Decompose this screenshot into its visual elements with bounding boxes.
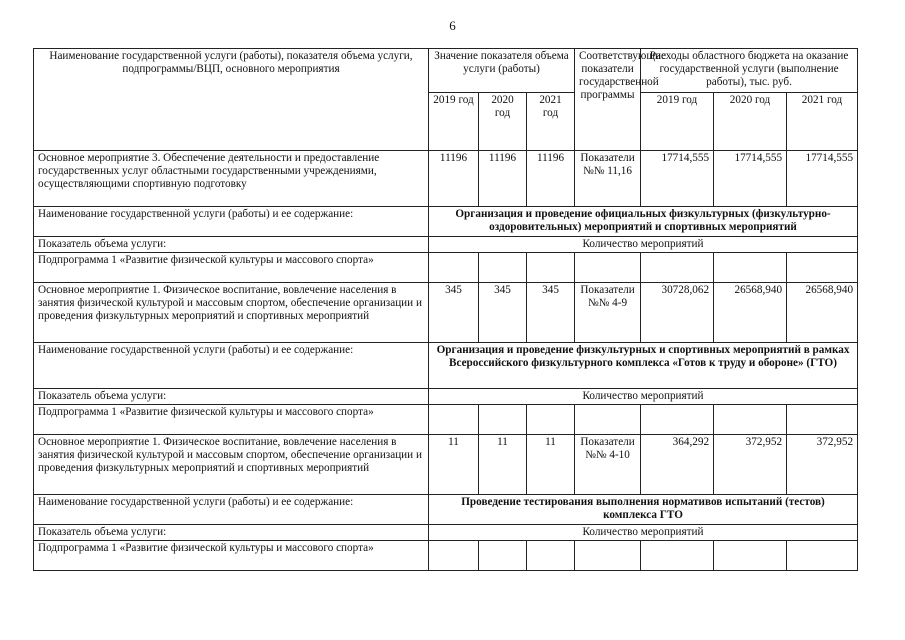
service-value: Организация и проведение официальных физкультурных (физкультурно-оздоровительных) мероприятий и спортивных мероприятий	[429, 207, 858, 237]
table-row	[34, 404, 858, 434]
subprogram-name: Подпрограмма 1 «Развитие физической культуры и массового спорта»	[34, 252, 429, 282]
header-year-2019: 2019 год	[429, 93, 479, 151]
header-year-2020: 2020 год	[479, 93, 527, 151]
volume-2019: 11	[429, 434, 479, 494]
table-row	[34, 282, 858, 342]
volume-2019: 11196	[429, 151, 479, 207]
table-row	[34, 434, 858, 494]
volume-2021: 345	[527, 282, 575, 342]
activity-name: Основное мероприятие 1. Физическое воспитание, вовлечение населения в занятия физической культурой и массовым спортом, обеспечение организации и проведения физкультурных мероприятий и спортивных мероприятий	[34, 282, 429, 342]
expense-2019: 30728,062	[641, 282, 714, 342]
subprogram-name: Подпрограмма 1 «Развитие физической культуры и массового спорта»	[34, 540, 429, 570]
expense-2020: 372,952	[714, 434, 787, 494]
expense-2019: 364,292	[641, 434, 714, 494]
volume-value: Количество мероприятий	[429, 388, 858, 404]
volume-2021: 11196	[527, 151, 575, 207]
table-row	[34, 388, 858, 404]
indicator-ref: Показатели №№ 4-9	[575, 282, 641, 342]
volume-2020: 345	[479, 282, 527, 342]
table-row	[34, 237, 858, 253]
volume-2021: 11	[527, 434, 575, 494]
activity-name: Основное мероприятие 1. Физическое воспитание, вовлечение населения в занятия физической культурой и массовым спортом, обеспечение организации и проведения физкультурных мероприятий и спортивных мероприятий	[34, 434, 429, 494]
expense-2020: 26568,940	[714, 282, 787, 342]
table-row	[34, 494, 858, 524]
subprogram-name: Подпрограмма 1 «Развитие физической культуры и массового спорта»	[34, 404, 429, 434]
volume-2020: 11196	[479, 151, 527, 207]
volume-value: Количество мероприятий	[429, 524, 858, 540]
services-table	[33, 48, 858, 571]
table-row	[34, 342, 858, 388]
volume-value: Количество мероприятий	[429, 237, 858, 253]
volume-2019: 345	[429, 282, 479, 342]
page-number: 6	[449, 18, 456, 33]
header-year-2021: 2021 год	[527, 93, 575, 151]
indicator-ref: Показатели №№ 4-10	[575, 434, 641, 494]
service-label: Наименование государственной услуги (работы) и ее содержание:	[34, 342, 429, 388]
volume-label: Показатель объема услуги:	[34, 237, 429, 253]
header-expense-year-2021: 2021 год	[787, 93, 858, 151]
expense-2021: 26568,940	[787, 282, 858, 342]
service-label: Наименование государственной услуги (работы) и ее содержание:	[34, 494, 429, 524]
service-label: Наименование государственной услуги (работы) и ее содержание:	[34, 207, 429, 237]
volume-label: Показатель объема услуги:	[34, 524, 429, 540]
volume-label: Показатель объема услуги:	[34, 388, 429, 404]
header-expense-year-2019: 2019 год	[641, 93, 714, 151]
expense-2019: 17714,555	[641, 151, 714, 207]
header-name-column: Наименование государственной услуги (работы), показателя объема услуги, подпрограммы/ВЦП, основного мероприятия	[34, 49, 429, 151]
table-row	[34, 540, 858, 570]
expense-2021: 17714,555	[787, 151, 858, 207]
header-expense-group: Расходы областного бюджета на оказание государственной услуги (выполнение работы), тыс. руб.	[641, 49, 858, 93]
service-value: Проведение тестирования выполнения нормативов испытаний (тестов) комплекса ГТО	[429, 494, 858, 524]
activity-name: Основное мероприятие 3. Обеспечение деятельности и предоставление государственных услуг областными государственными учреждениями, осуществляющими спортивную подготовку	[34, 151, 429, 207]
table-row	[34, 151, 858, 207]
indicator-ref: Показатели №№ 11,16	[575, 151, 641, 207]
header-correspond-column: Соответствующие показатели государственной программы	[575, 49, 641, 151]
header-volume-group: Значение показателя объема услуги (работы)	[429, 49, 575, 93]
table-row	[34, 252, 858, 282]
volume-2020: 11	[479, 434, 527, 494]
service-value: Организация и проведение физкультурных и спортивных мероприятий в рамках Всероссийского физкультурного комплекса «Готов к труду и обороне» (ГТО)	[429, 342, 858, 388]
table-row	[34, 207, 858, 237]
expense-2021: 372,952	[787, 434, 858, 494]
table-row	[34, 524, 858, 540]
header-expense-year-2020: 2020 год	[714, 93, 787, 151]
expense-2020: 17714,555	[714, 151, 787, 207]
